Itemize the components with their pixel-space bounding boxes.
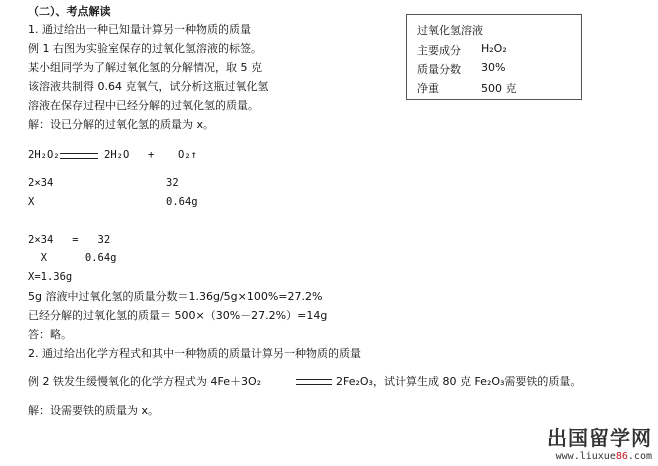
result-decomposed-mass: 已经分解的过氧化氢的质量＝ 500×（30%－27.2%）=14g	[28, 309, 328, 322]
reagent-label-row	[417, 61, 506, 77]
example-2-equals-bar	[296, 379, 332, 385]
equation-reactant: 2H₂O₂	[28, 149, 60, 161]
reagent-label-row	[417, 42, 507, 58]
watermark-url-number: 86	[615, 451, 628, 462]
site-watermark	[547, 422, 652, 462]
intro-line-2: 例 1 右图为实验室保存的过氧化氢溶液的标签。	[28, 42, 262, 55]
calc-right: 0.64g	[166, 196, 198, 208]
reagent-label-row	[417, 80, 517, 96]
equation-product-1: 2H₂O	[104, 149, 130, 161]
intro-line-3: 某小组同学为了解过氧化氢的分解情况，取 5 克	[28, 61, 262, 74]
watermark-title: 出国留学网	[547, 426, 652, 450]
reagent-label-key: 质量分数	[417, 63, 461, 76]
watermark-url-suffix: .com	[627, 451, 652, 462]
equation-plus: +	[148, 149, 155, 161]
reagent-label-key: 净重	[417, 82, 439, 95]
proportion-line-1: 2×34 = 32	[28, 234, 111, 246]
example-2-solution: 解：设需要铁的质量为 x。	[28, 404, 160, 417]
reagent-label-key: 主要成分	[417, 44, 461, 57]
solution-setup: 解：设已分解的过氧化氢的质量为 x。	[28, 118, 215, 131]
example-2-after: 2Fe₂O₃，试计算生成 80 克 Fe₂O₃需要铁的质量。	[336, 375, 582, 388]
calc-left: X	[28, 196, 35, 208]
watermark-url	[547, 451, 652, 462]
intro-line-1: 1. 通过给出一种已知量计算另一种物质的质量	[28, 23, 251, 36]
calc-right: 32	[166, 177, 179, 189]
watermark-url-prefix: www.liuxue	[555, 451, 616, 462]
result-x: X=1.36g	[28, 271, 73, 283]
topic-2-heading: 2. 通过给出化学方程式和其中一种物质的质量计算另一种物质的质量	[28, 347, 361, 360]
reagent-label-value: 500 克	[481, 82, 517, 95]
proportion-line-2: X 0.64g	[28, 252, 117, 264]
example-2-before: 例 2 铁发生缓慢氧化的化学方程式为 4Fe＋3O₂	[28, 375, 262, 388]
section-heading: （二）、考点解读	[28, 5, 111, 18]
result-mass-fraction: 5g 溶液中过氧化氢的质量分数＝1.36g/5g×100%=27.2%	[28, 290, 323, 303]
reagent-label-value: H₂O₂	[481, 42, 507, 55]
intro-line-5: 溶液在保存过程中已经分解的过氧化氢的质量。	[28, 99, 259, 112]
intro-line-4: 该溶液共制得 0.64 克氧气，试分析这瓶过氧化氢	[28, 80, 269, 93]
calc-left: 2×34	[28, 177, 54, 189]
reagent-label-title: 过氧化氢溶液	[417, 24, 483, 37]
reagent-label-value: 30%	[481, 61, 506, 74]
equation-product-2: O₂↑	[178, 149, 197, 161]
reagent-label	[406, 14, 582, 100]
equation-equals-bar	[60, 153, 98, 159]
answer-line: 答：略。	[28, 328, 72, 341]
